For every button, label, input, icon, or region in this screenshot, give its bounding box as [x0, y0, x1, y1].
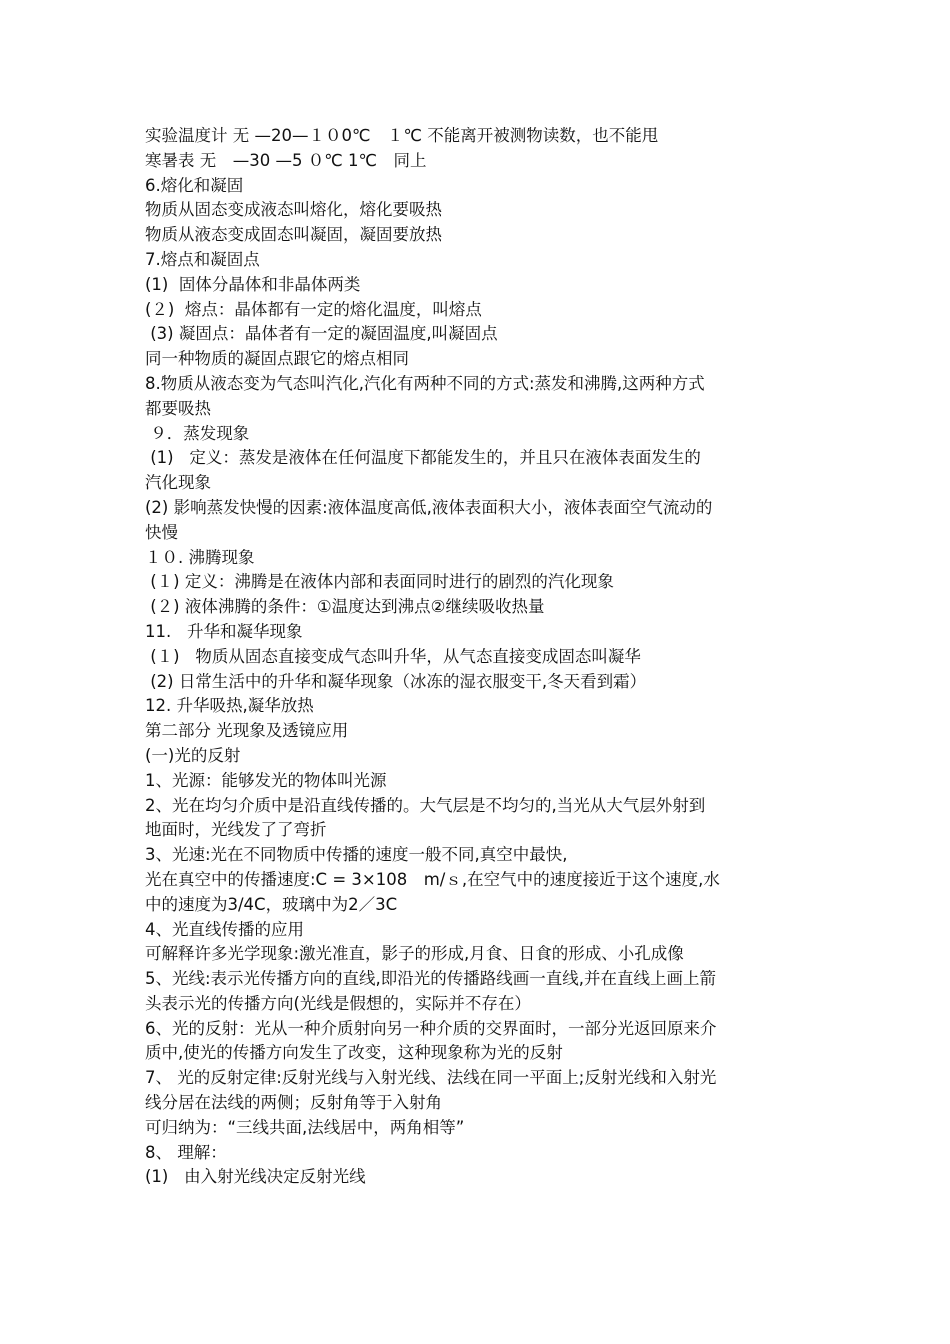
text-line: (２) 液体沸腾的条件：①温度达到沸点②继续吸收热量	[145, 597, 545, 617]
text-line: (２) 熔点：晶体都有一定的熔化温度，叫熔点	[145, 299, 482, 319]
part-heading: 第二部分 光现象及透镜应用	[145, 721, 349, 741]
text-line: 物质从液态变成固态叫凝固，凝固要放热	[145, 225, 442, 245]
section-heading: ９．蒸发现象	[145, 423, 250, 443]
document-body	[145, 124, 825, 1190]
section-heading: 6.熔化和凝固	[145, 175, 244, 195]
text-line: 同一种物质的凝固点跟它的熔点相同	[145, 349, 409, 369]
text-line: (１) 定义：沸腾是在液体内部和表面同时进行的剧烈的汽化现象	[145, 572, 614, 592]
text-line: 汽化现象	[145, 473, 211, 493]
text-line: 质中,使光的传播方向发生了改变，这种现象称为光的反射	[145, 1043, 563, 1063]
text-line: 1、光源：能够发光的物体叫光源	[145, 770, 387, 790]
text-line: 头表示光的传播方向(光线是假想的，实际并不存在）	[145, 993, 531, 1013]
text-line: 都要吸热	[145, 398, 211, 418]
text-line: 5、光线:表示光传播方向的直线,即沿光的传播路线画一直线,并在直线上画上箭	[145, 969, 717, 989]
text-line: (1) 固体分晶体和非晶体两类	[145, 274, 361, 294]
text-line: 12. 升华吸热,凝华放热	[145, 696, 314, 716]
text-line: (2) 影响蒸发快慢的因素:液体温度高低,液体表面积大小，液体表面空气流动的	[145, 497, 713, 517]
text-line: (2) 日常生活中的升华和凝华现象（冰冻的湿衣服变干,冬天看到霜）	[145, 671, 647, 691]
text-line: 2、光在均匀介质中是沿直线传播的。大气层是不均匀的,当光从大气层外射到	[145, 795, 706, 815]
text-line: 快慢	[145, 522, 178, 542]
text-line: 6、光的反射：光从一种介质射向另一种介质的交界面时，一部分光返回原来介	[145, 1018, 717, 1038]
section-heading: 7.熔点和凝固点	[145, 249, 260, 269]
section-heading: 11. 升华和凝华现象	[145, 621, 303, 641]
text-line: 线分居在法线的两侧；反射角等于入射角	[145, 1093, 442, 1113]
section-heading: (一)光的反射	[145, 745, 241, 765]
text-line: 地面时，光线发了了弯折	[145, 820, 327, 840]
text-line: 8、 理解：	[145, 1142, 227, 1162]
text-line: 光在真空中的传播速度:C = 3×108 m/ｓ,在空气中的速度接近于这个速度,水	[145, 869, 720, 889]
text-line: (1) 由入射光线决定反射光线	[145, 1167, 366, 1187]
text-line: 寒暑表 无 —30 —5 ０℃ 1℃ 同上	[145, 150, 427, 170]
text-line: (1) 定义：蒸发是液体在任何温度下都能发生的，并且只在液体表面发生的	[145, 448, 701, 468]
text-line: 8.物质从液态变为气态叫汽化,汽化有两种不同的方式:蒸发和沸腾,这两种方式	[145, 373, 705, 393]
text-line: 3、光速:光在不同物质中传播的速度一般不同,真空中最快,	[145, 845, 568, 865]
text-line: 7、 光的反射定律:反射光线与入射光线、法线在同一平面上;反射光线和入射光	[145, 1068, 717, 1088]
text-line: 实验温度计 无 —20—１０0℃ １℃ 不能离开被测物读数，也不能甩	[145, 126, 659, 145]
text-line: 中的速度为3/4C，玻璃中为2／3C	[145, 894, 398, 914]
text-line: (3) 凝固点：晶体者有一定的凝固温度,叫凝固点	[145, 324, 498, 344]
text-line: 可归纳为：“三线共面,法线居中，两角相等”	[145, 1117, 465, 1137]
text-line: 4、光直线传播的应用	[145, 919, 304, 939]
text-line: (１) 物质从固态直接变成气态叫升华，从气态直接变成固态叫凝华	[145, 646, 641, 666]
text-line: 可解释许多光学现象:激光准直，影子的形成,月食、日食的形成、小孔成像	[145, 944, 684, 964]
section-heading: １０. 沸腾现象	[145, 547, 255, 567]
text-line: 物质从固态变成液态叫熔化，熔化要吸热	[145, 200, 442, 220]
